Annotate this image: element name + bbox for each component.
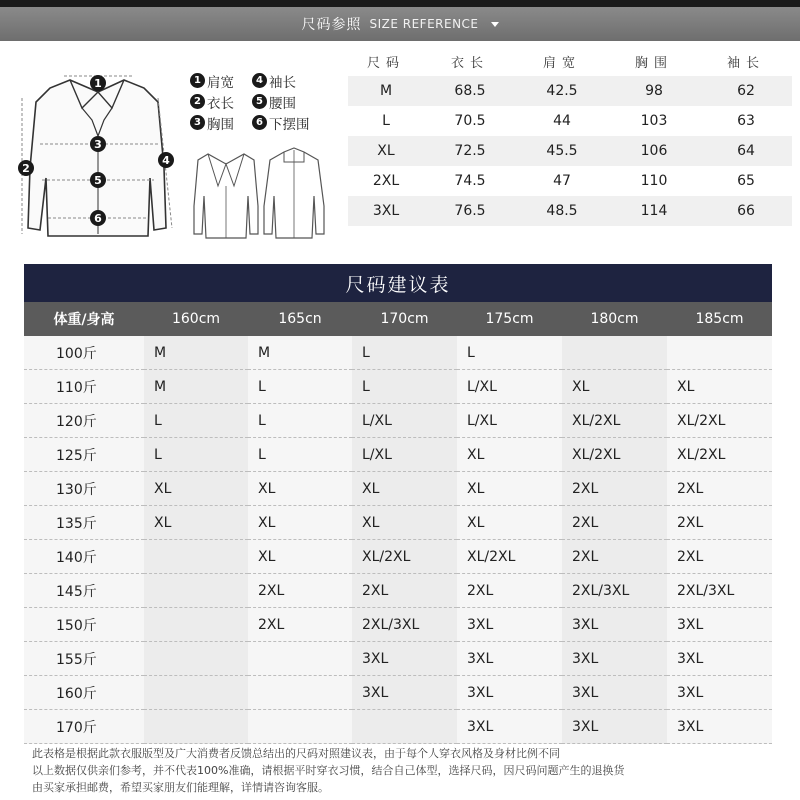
blazer-sketch-icon (194, 154, 258, 238)
table-row (348, 76, 792, 106)
measurement-legend (190, 70, 350, 133)
weight-cell: 130斤 (24, 472, 144, 506)
table-row (24, 676, 772, 710)
footer-line: 由买家承担邮费，希望买家朋友们能理解，详情请咨询客服。 (32, 781, 329, 794)
size-cell (352, 710, 457, 744)
size-cell: 3XL (562, 608, 667, 642)
top-bar (0, 0, 800, 7)
svg-text:4: 4 (162, 154, 170, 167)
table-cell: L (348, 106, 424, 136)
size-cell (248, 642, 352, 676)
size-cell: 3XL (667, 608, 772, 642)
size-cell (144, 642, 248, 676)
caret-down-icon (491, 22, 499, 27)
table-cell: 65 (700, 166, 792, 196)
legend-item (190, 113, 248, 133)
size-cell: 2XL (667, 506, 772, 540)
size-cell: 2XL (248, 608, 352, 642)
size-cell: 2XL (562, 540, 667, 574)
size-cell (667, 336, 772, 370)
column-header: 尺码 (366, 55, 405, 71)
column-header: 肩宽 (542, 55, 581, 71)
table-cell: 98 (608, 76, 700, 106)
table-row (348, 196, 792, 226)
table-row (24, 574, 772, 608)
size-cell: 3XL (352, 676, 457, 710)
weight-cell: 135斤 (24, 506, 144, 540)
size-cell: XL/2XL (667, 438, 772, 472)
size-cell: 2XL/3XL (667, 574, 772, 608)
legend-number: 3 (190, 115, 205, 130)
table-cell: 62 (700, 76, 792, 106)
size-cell: 2XL (562, 506, 667, 540)
legend-row (190, 112, 350, 133)
table-row (24, 438, 772, 472)
size-cell: 3XL (352, 642, 457, 676)
size-cell: L (248, 438, 352, 472)
size-cell: XL (457, 472, 562, 506)
legend-label: 下摆围 (269, 116, 310, 133)
weight-cell: 140斤 (24, 540, 144, 574)
size-cell: XL (248, 472, 352, 506)
legend-item (252, 92, 310, 112)
table-cell: 114 (608, 196, 700, 226)
size-cell: 2XL/3XL (352, 608, 457, 642)
size-cell: XL (457, 438, 562, 472)
size-reference-header-row (348, 46, 792, 76)
legend-number: 4 (252, 73, 267, 88)
size-cell: XL (248, 540, 352, 574)
size-cell: L/XL (352, 404, 457, 438)
footer-line: 此表格是根据此款衣服版型及广大消费者反馈总结出的尺码对照建议表，由于每个人穿衣风格及身材比例不同 (32, 747, 560, 760)
table-row (348, 166, 792, 196)
garment-sketches (190, 146, 330, 241)
svg-text:3: 3 (94, 138, 102, 151)
height-header: 160cm (144, 302, 248, 336)
table-row (24, 608, 772, 642)
size-cell: L/XL (352, 438, 457, 472)
svg-text:2: 2 (22, 162, 30, 175)
size-cell: XL/2XL (667, 404, 772, 438)
svg-text:5: 5 (94, 174, 102, 187)
table-row (24, 710, 772, 744)
legend-label: 袖长 (269, 74, 296, 91)
table-cell: 70.5 (424, 106, 516, 136)
table-cell: 68.5 (424, 76, 516, 106)
size-cell (144, 574, 248, 608)
recommendation-title: 尺码建议表 (24, 264, 772, 302)
size-cell: XL/2XL (352, 540, 457, 574)
legend-label: 胸围 (207, 116, 234, 133)
size-cell: 3XL (457, 642, 562, 676)
size-cell: 2XL (667, 540, 772, 574)
marker-6 (90, 210, 106, 226)
size-cell: M (248, 336, 352, 370)
size-cell (144, 608, 248, 642)
weight-cell: 170斤 (24, 710, 144, 744)
weight-height-header: 体重/身高 (24, 302, 144, 336)
table-row (24, 336, 772, 370)
size-cell: 3XL (667, 642, 772, 676)
size-cell: 2XL (352, 574, 457, 608)
size-cell: 3XL (667, 676, 772, 710)
size-cell: 3XL (457, 710, 562, 744)
table-row (24, 540, 772, 574)
size-cell: XL (667, 370, 772, 404)
table-cell: 3XL (348, 196, 424, 226)
size-cell: L (457, 336, 562, 370)
size-cell: XL/2XL (457, 540, 562, 574)
table-cell: 42.5 (516, 76, 608, 106)
table-cell: 74.5 (424, 166, 516, 196)
table-row (24, 404, 772, 438)
legend-item (190, 71, 248, 91)
jacket-measurement-diagram (8, 58, 188, 243)
legend-label: 腰围 (269, 95, 296, 112)
table-cell: 103 (608, 106, 700, 136)
size-cell: 2XL (667, 472, 772, 506)
size-cell: XL (562, 370, 667, 404)
size-cell: L/XL (457, 404, 562, 438)
size-cell: 3XL (562, 676, 667, 710)
size-cell: 2XL/3XL (562, 574, 667, 608)
size-cell: 3XL (667, 710, 772, 744)
size-cell: XL (144, 472, 248, 506)
footer-line: 以上数据仅供亲们参考，并不代表100%准确，请根据平时穿衣习惯，结合自己体型，选择尺码，因尺码问题产生的退换货 (32, 764, 625, 777)
marker-3 (90, 136, 106, 152)
weight-cell: 120斤 (24, 404, 144, 438)
size-cell: XL/2XL (562, 404, 667, 438)
table-cell: M (348, 76, 424, 106)
legend-item (252, 113, 310, 133)
table-cell: 64 (700, 136, 792, 166)
size-reference-title-cn: 尺码参照 (301, 17, 362, 33)
legend-row (190, 91, 350, 112)
size-recommendation-table (24, 302, 772, 744)
size-cell: L (248, 370, 352, 404)
size-cell: L (144, 404, 248, 438)
recommendation-header-row (24, 302, 772, 336)
marker-1 (90, 75, 106, 91)
size-cell: 3XL (457, 676, 562, 710)
jacket-outline-icon (8, 58, 188, 243)
legend-label: 肩宽 (207, 74, 234, 91)
column-header: 袖长 (726, 55, 765, 71)
size-cell: L (144, 438, 248, 472)
size-cell: L (248, 404, 352, 438)
size-cell: L (352, 370, 457, 404)
size-cell: L (352, 336, 457, 370)
size-cell (562, 336, 667, 370)
svg-text:1: 1 (94, 77, 102, 90)
height-header: 175cm (457, 302, 562, 336)
size-reference-title-en: SIZE REFERENCE (369, 17, 479, 31)
size-cell (248, 710, 352, 744)
size-cell: XL (457, 506, 562, 540)
size-cell (144, 540, 248, 574)
table-cell: 106 (608, 136, 700, 166)
table-cell: 76.5 (424, 196, 516, 226)
height-header: 185cm (667, 302, 772, 336)
table-row (24, 370, 772, 404)
legend-number: 6 (252, 115, 267, 130)
table-cell: 2XL (348, 166, 424, 196)
size-cell: XL (352, 506, 457, 540)
legend-number: 1 (190, 73, 205, 88)
table-cell: 47 (516, 166, 608, 196)
svg-text:6: 6 (94, 212, 102, 225)
column-header: 胸围 (634, 55, 673, 71)
marker-2 (18, 160, 34, 176)
size-cell: 2XL (562, 472, 667, 506)
weight-cell: 110斤 (24, 370, 144, 404)
size-cell: XL (352, 472, 457, 506)
weight-cell: 150斤 (24, 608, 144, 642)
height-header: 165cn (248, 302, 352, 336)
legend-item (190, 92, 248, 112)
legend-item (252, 71, 310, 91)
legend-number: 5 (252, 94, 267, 109)
legend-label: 衣长 (207, 95, 234, 112)
size-cell: XL/2XL (562, 438, 667, 472)
table-cell: 45.5 (516, 136, 608, 166)
table-row (24, 506, 772, 540)
height-header: 180cm (562, 302, 667, 336)
table-row (348, 136, 792, 166)
jacket-sketch-icon (264, 148, 324, 238)
weight-cell: 145斤 (24, 574, 144, 608)
size-reference-header (0, 7, 800, 41)
weight-cell: 160斤 (24, 676, 144, 710)
marker-5 (90, 172, 106, 188)
size-cell: L/XL (457, 370, 562, 404)
legend-number: 2 (190, 94, 205, 109)
height-header: 170cm (352, 302, 457, 336)
size-cell (144, 710, 248, 744)
table-row (24, 472, 772, 506)
size-cell (248, 676, 352, 710)
weight-cell: 100斤 (24, 336, 144, 370)
size-cell (144, 676, 248, 710)
table-cell: 63 (700, 106, 792, 136)
table-cell: 44 (516, 106, 608, 136)
table-cell: XL (348, 136, 424, 166)
size-cell: XL (248, 506, 352, 540)
legend-row (190, 70, 350, 91)
footer-note (32, 745, 792, 796)
size-cell: XL (144, 506, 248, 540)
size-cell: 2XL (457, 574, 562, 608)
weight-cell: 155斤 (24, 642, 144, 676)
table-row (24, 642, 772, 676)
size-cell: 2XL (248, 574, 352, 608)
size-cell: 3XL (562, 642, 667, 676)
table-row (348, 106, 792, 136)
table-cell: 72.5 (424, 136, 516, 166)
size-cell: 3XL (457, 608, 562, 642)
table-cell: 48.5 (516, 196, 608, 226)
marker-4 (158, 152, 174, 168)
weight-cell: 125斤 (24, 438, 144, 472)
size-cell: M (144, 370, 248, 404)
table-cell: 110 (608, 166, 700, 196)
table-cell: 66 (700, 196, 792, 226)
size-cell: M (144, 336, 248, 370)
column-header: 衣长 (450, 55, 489, 71)
size-cell: 3XL (562, 710, 667, 744)
size-reference-table (348, 46, 792, 226)
